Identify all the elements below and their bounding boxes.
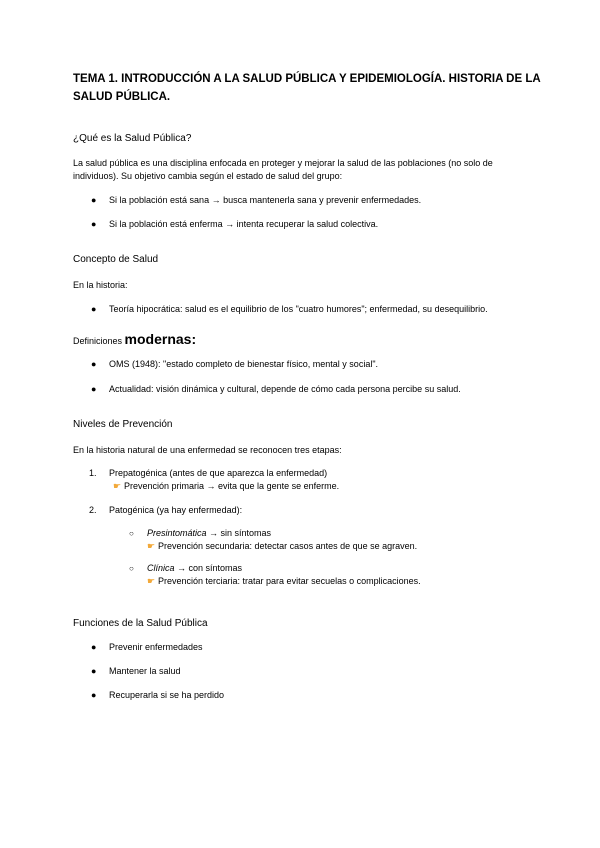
list-item: Si la población está sana → busca mantenerla sana y prevenir enfermedades. (109, 195, 422, 205)
modern-definitions-label (73, 331, 196, 347)
sub-list-item (147, 563, 242, 573)
bullet-dot-icon: ● (91, 195, 97, 205)
modern-label-bold: modernas: (124, 331, 197, 347)
pointing-hand-icon: ☛ (113, 481, 122, 491)
section-heading-niveles: Niveles de Prevención (73, 419, 173, 430)
pointing-hand-icon: ☛ (147, 541, 156, 551)
modern-label-normal: Definiciones (73, 336, 125, 346)
note-text: Prevención primaria → evita que la gente se enferme. (124, 481, 340, 491)
sub-item-rest: → sin síntomas (206, 528, 272, 538)
list-item: Si la población está enferma → intenta recuperar la salud colectiva. (109, 219, 379, 229)
section-intro: En la historia natural de una enfermedad se reconocen tres etapas: (73, 445, 342, 455)
list-item: Teoría hipocrática: salud es el equilibrio de los "cuatro humores"; enfermedad, su desequilibrio. (109, 304, 488, 314)
circle-bullet-icon: ○ (129, 564, 134, 573)
sub-item-italic: Presintomática (147, 528, 207, 538)
sub-item-italic: Clínica (147, 563, 175, 573)
note-text: Prevención secundaria: detectar casos antes de que se agraven. (158, 541, 418, 551)
note-line (147, 541, 417, 552)
list-number: 1. (89, 468, 97, 478)
note-text: Prevención terciaria: tratar para evitar secuelas o complicaciones. (158, 576, 421, 586)
list-number: 2. (89, 505, 97, 515)
section-heading-funciones: Funciones de la Salud Pública (73, 618, 208, 629)
sub-list-item (147, 528, 271, 538)
sub-item-rest: → con síntomas (174, 563, 243, 573)
note-line (113, 481, 339, 492)
bullet-dot-icon: ● (91, 304, 97, 314)
circle-bullet-icon: ○ (129, 529, 134, 538)
document-title: TEMA 1. INTRODUCCIÓN A LA SALUD PÚBLICA Y EPIDEMIOLOGÍA. HISTORIA DE LA SALUD PÚBLICA. (73, 73, 541, 103)
bullet-dot-icon: ● (91, 219, 97, 229)
bullet-dot-icon: ● (91, 690, 97, 700)
list-item: Mantener la salud (109, 666, 181, 676)
note-line (147, 576, 421, 587)
list-item: Prevenir enfermedades (109, 642, 203, 652)
bullet-dot-icon: ● (91, 642, 97, 652)
list-item: Patogénica (ya hay enfermedad): (109, 505, 243, 515)
list-item: Prepatogénica (antes de que aparezca la enfermedad) (109, 468, 328, 478)
list-item: OMS (1948): "estado completo de bienestar físico, mental y social". (109, 359, 379, 369)
bullet-dot-icon: ● (91, 666, 97, 676)
list-item: Actualidad: visión dinámica y cultural, depende de cómo cada persona percibe su salud. (109, 384, 461, 394)
history-label: En la historia: (73, 280, 128, 290)
section-paragraph: La salud pública es una disciplina enfocada en proteger y mejorar la salud de las poblaciones (no solo de individuos). Su objetivo cambia según el estado de salud del grupo: (73, 158, 493, 181)
list-item: Recuperarla si se ha perdido (109, 690, 225, 700)
pointing-hand-icon: ☛ (147, 576, 156, 586)
bullet-dot-icon: ● (91, 359, 97, 369)
bullet-dot-icon: ● (91, 384, 97, 394)
section-heading-que-es: ¿Qué es la Salud Pública? (73, 133, 192, 144)
section-heading-concepto: Concepto de Salud (73, 254, 159, 265)
